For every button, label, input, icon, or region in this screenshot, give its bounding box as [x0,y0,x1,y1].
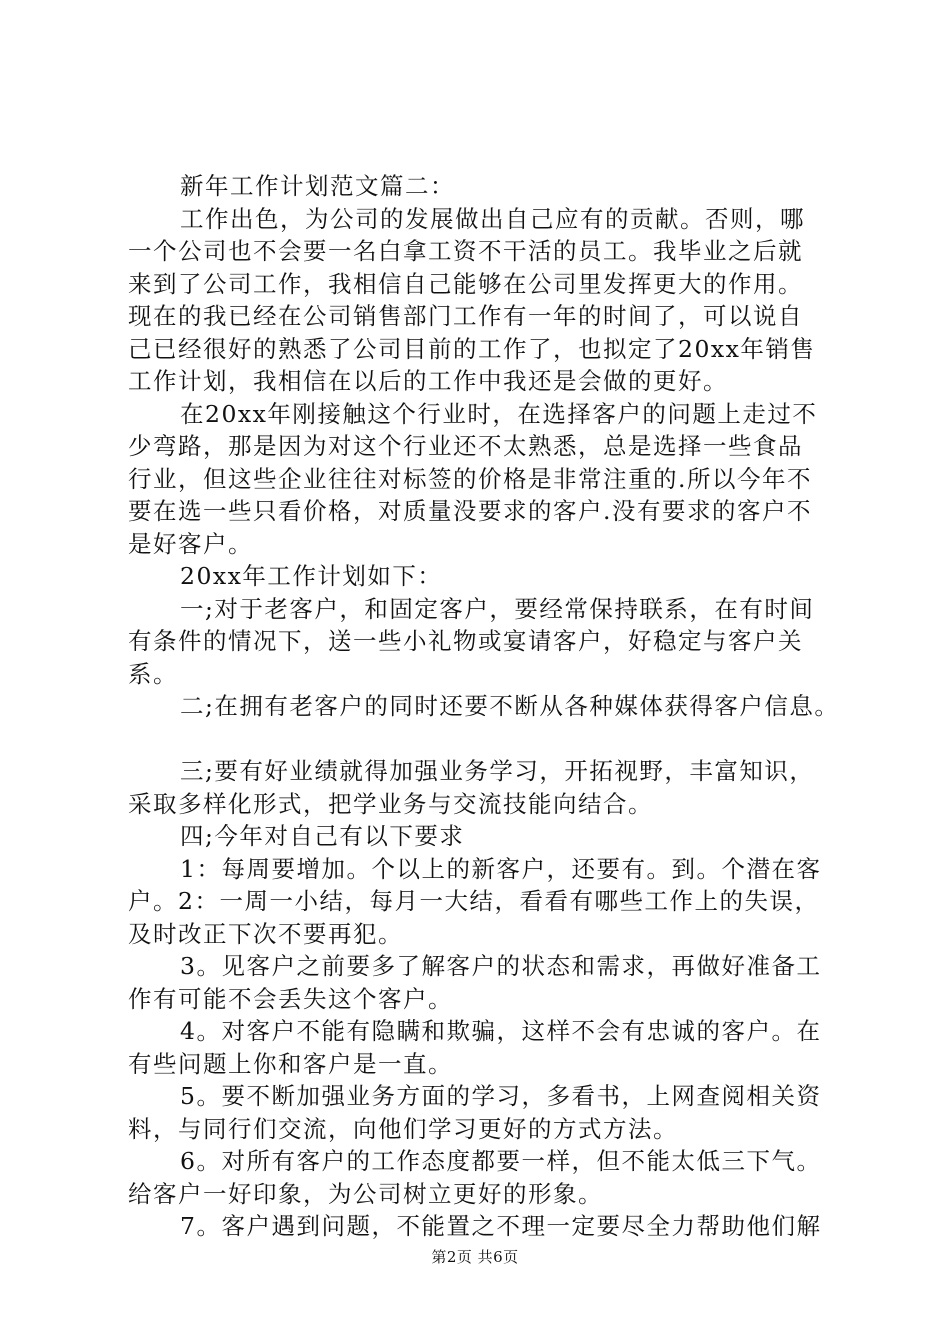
text-line: 作有可能不会丢失这个客户。 [128,984,453,1013]
text-line: 有条件的情况下，送一些小礼物或宴请客户，好稳定与客户关 [128,627,803,655]
text-line: 1：每周要增加。个以上的新客户，还要有。到。个潜在客 [180,854,822,883]
text-line: 3。见客户之前要多了解客户的状态和需求，再做好准备工 [180,952,822,980]
document-body [128,170,850,1243]
text-line [128,723,850,756]
page-number: 第2页 共6页 [431,1248,519,1266]
text-line: 及时改正下次不要再犯。 [128,919,403,948]
text-line: 7。客户遇到问题，不能置之不理一定要尽全力帮助他们解 [180,1212,822,1240]
text-line: 户。2：一周一小结，每月一大结，看看有哪些工作上的失误， [128,887,820,915]
text-line: 一个公司也不会要一名白拿工资不干活的员工。我毕业之后就 [128,237,803,265]
text-line: 三;要有好业绩就得加强业务学习，开拓视野，丰富知识， [180,757,815,785]
text-line: 现在的我已经在公司销售部门工作有一年的时间了，可以说自 [128,302,803,330]
text-line: 工作计划，我相信在以后的工作中我还是会做的更好。 [128,367,728,395]
text-line: 4。对客户不能有隐瞒和欺骗，这样不会有忠诚的客户。在 [180,1017,822,1045]
text-line: 是好客户。 [128,529,253,558]
text-line: 少弯路，那是因为对这个行业还不太熟悉，总是选择一些食品 [128,432,803,460]
text-line: 采取多样化形式，把学业务与交流技能向结合。 [128,789,653,818]
text-line: 系。 [128,659,178,688]
text-line: 在20xx年刚接触这个行业时，在选择客户的问题上走过不 [180,399,818,428]
text-line: 要在选一些只看价格，对质量没要求的客户.没有要求的客户不 [128,497,812,525]
text-line: 料，与同行们交流，向他们学习更好的方式方法。 [128,1114,678,1143]
text-line: 有些问题上你和客户是一直。 [128,1049,453,1078]
text-line: 行业，但这些企业往往对标签的价格是非常注重的.所以今年不 [128,464,812,493]
text-line: 己已经很好的熟悉了公司目前的工作了，也拟定了20xx年销售 [128,334,816,363]
text-line: 四;今年对自己有以下要求 [180,822,465,850]
text-line: 5。要不断加强业务方面的学习，多看书，上网查阅相关资 [180,1082,822,1110]
text-line: 给客户一好印象，为公司树立更好的形象。 [128,1179,603,1208]
text-line: 20xx年工作计划如下： [180,562,443,590]
text-line: 一;对于老客户，和固定客户，要经常保持联系，在有时间 [180,594,815,623]
text-line: 二;在拥有老客户的同时还要不断从各种媒体获得客户信息。 [180,692,840,720]
text-line: 工作出色，为公司的发展做出自己应有的贡献。否则，哪 [180,204,805,233]
page-footer [0,1246,950,1267]
text-line: 6。对所有客户的工作态度都要一样，但不能太低三下气。 [180,1147,822,1175]
text-line: 来到了公司工作，我相信自己能够在公司里发挥更大的作用。 [128,269,803,298]
text-line: 新年工作计划范文篇二： [180,172,455,200]
